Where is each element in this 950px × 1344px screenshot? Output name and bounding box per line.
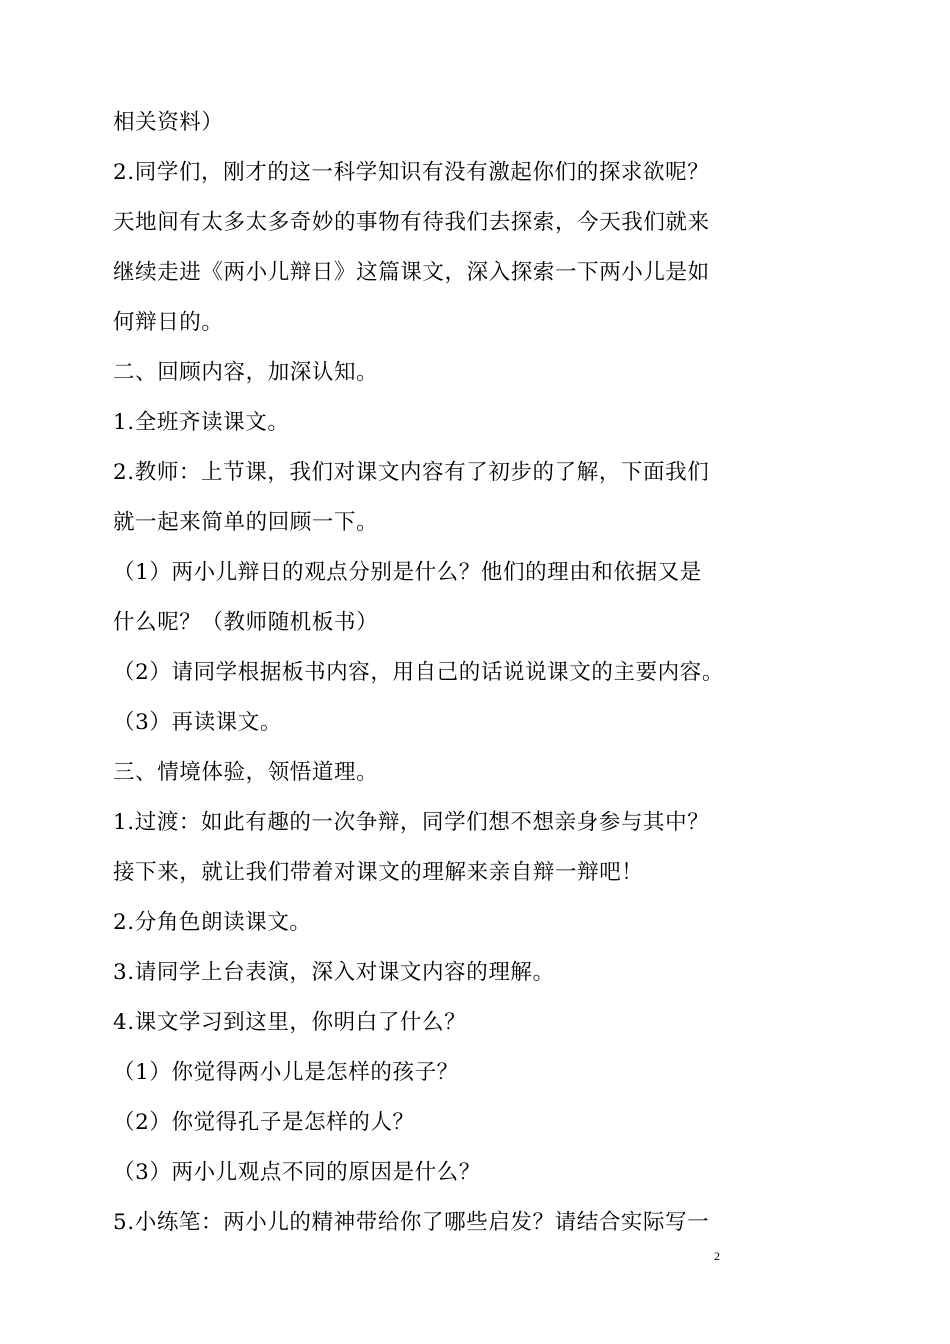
- text-line: 2.同学们，刚才的这一科学知识有没有激起你们的探求欲呢？: [113, 160, 710, 185]
- text-line: （1）你觉得两小儿是怎样的孩子？: [113, 1060, 459, 1085]
- text-line: （1）两小儿辩日的观点分别是什么？他们的理由和依据又是: [113, 560, 702, 585]
- text-line: 1.过渡：如此有趣的一次争辩，同学们想不想亲身参与其中？: [113, 810, 710, 835]
- text-line: 2.分角色朗读课文。: [113, 910, 312, 935]
- text-line: 就一起来简单的回顾一下。: [113, 510, 379, 535]
- text-line: 什么呢？（教师随机板书）: [113, 610, 379, 635]
- text-line: （3）两小儿观点不同的原因是什么？: [113, 1160, 481, 1185]
- text-line: 何辩日的。: [113, 310, 224, 335]
- text-line: 3.请同学上台表演，深入对课文内容的理解。: [113, 960, 555, 985]
- text-line: 1.全班齐读课文。: [113, 410, 290, 435]
- section-heading: 三、情境体验，领悟道理。: [113, 760, 379, 785]
- text-line: 天地间有太多太多奇妙的事物有待我们去探索，今天我们就来: [113, 210, 710, 235]
- text-line: （2）你觉得孔子是怎样的人？: [113, 1110, 415, 1135]
- text-line: 4.课文学习到这里，你明白了什么？: [113, 1010, 467, 1035]
- section-heading: 二、回顾内容，加深认知。: [113, 360, 379, 385]
- text-line: 继续走进《两小儿辩日》这篇课文，深入探索一下两小儿是如: [113, 260, 710, 285]
- text-line: 接下来，就让我们带着对课文的理解来亲自辩一辩吧！: [113, 860, 644, 885]
- text-line: 相关资料）: [113, 110, 224, 135]
- text-line: （2）请同学根据板书内容，用自己的话说说课文的主要内容。: [113, 660, 724, 685]
- page-number: 2: [714, 1249, 720, 1263]
- text-line: （3）再读课文。: [113, 710, 282, 735]
- text-line: 2.教师：上节课，我们对课文内容有了初步的了解，下面我们: [113, 460, 710, 485]
- text-line: 5.小练笔：两小儿的精神带给你了哪些启发？请结合实际写一: [113, 1210, 710, 1235]
